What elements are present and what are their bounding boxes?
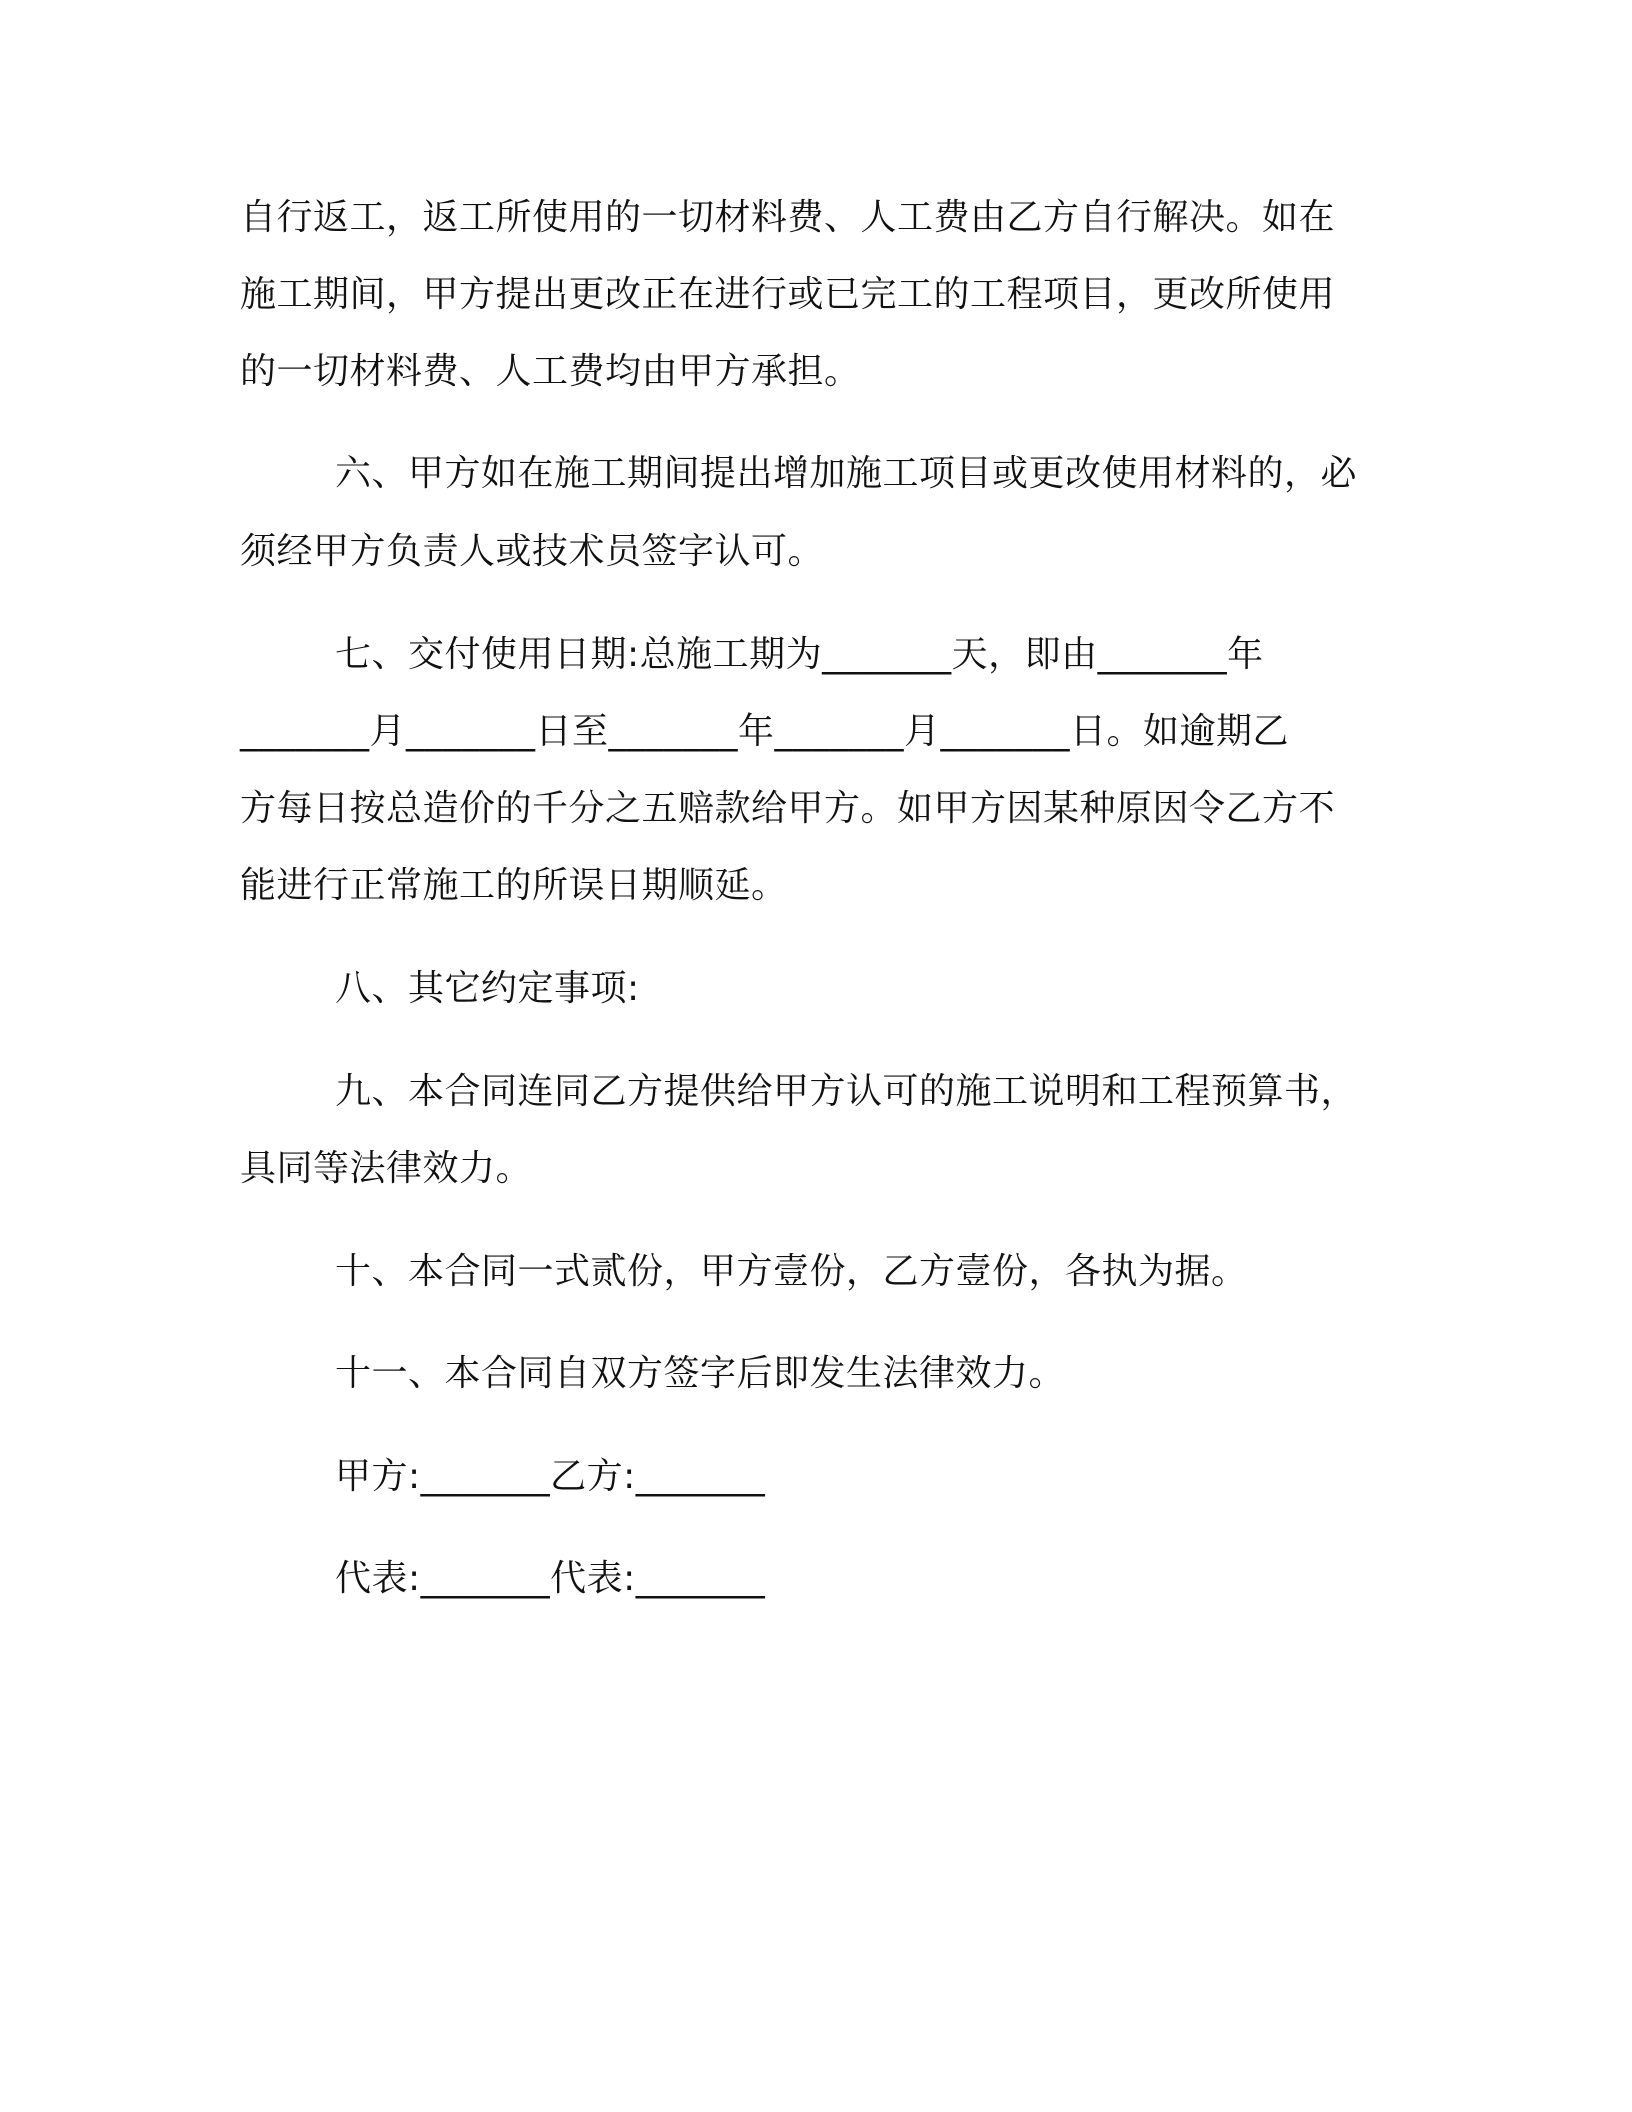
clause-6-line-1: 六、甲方如在施工期间提出增加施工项目或更改使用材料的，必 bbox=[335, 453, 1358, 494]
clause-6-line-2: 须经甲方负责人或技术员签字认可。 bbox=[240, 531, 825, 572]
clause-9-line-1: 九、本合同连同乙方提供给甲方认可的施工说明和工程预算书， bbox=[335, 1071, 1358, 1112]
clause-5-line-1: 自行返工，返工所使用的一切材料费、人工费由乙方自行解决。如在 bbox=[240, 197, 1336, 238]
clause-8: 八、其它约定事项: bbox=[335, 968, 640, 1009]
clause-7-line-1: 七、交付使用日期:总施工期为_______天，即由_______年 bbox=[335, 634, 1264, 675]
signature-representatives: 代表:_______代表:_______ bbox=[335, 1558, 766, 1599]
clause-5-line-2: 施工期间，甲方提出更改正在进行或已完工的工程项目，更改所使用 bbox=[240, 274, 1336, 315]
clause-7-line-2: _______月_______日至_______年_______月_______日。如逾期乙 bbox=[240, 711, 1290, 752]
clause-9-line-2: 具同等法律效力。 bbox=[240, 1148, 533, 1189]
clause-7-line-3: 方每日按总造价的千分之五赔款给甲方。如甲方因某种原因令乙方不 bbox=[240, 788, 1336, 829]
clause-11: 十一、本合同自双方签字后即发生法律效力。 bbox=[335, 1353, 1066, 1394]
clause-5-line-3: 的一切材料费、人工费均由甲方承担。 bbox=[240, 351, 861, 392]
clause-7-line-4: 能进行正常施工的所误日期顺延。 bbox=[240, 865, 788, 906]
clause-10: 十、本合同一式贰份，甲方壹份，乙方壹份，各执为据。 bbox=[335, 1251, 1248, 1292]
signature-parties: 甲方:_______乙方:_______ bbox=[335, 1456, 766, 1497]
